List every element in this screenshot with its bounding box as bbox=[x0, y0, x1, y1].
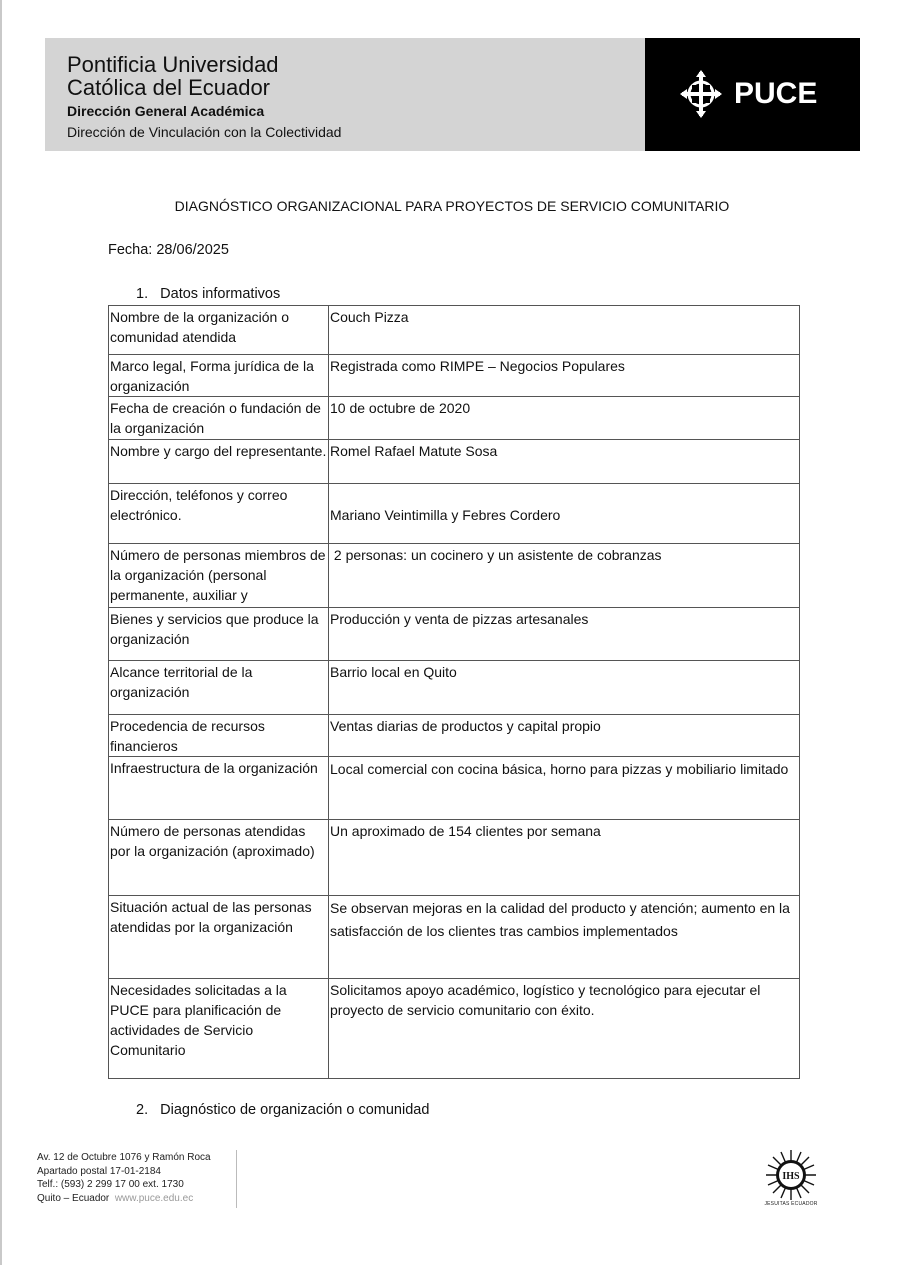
footer-phone: Telf.: (593) 2 299 17 00 ext. 1730 bbox=[37, 1179, 184, 1190]
row-value: Registrada como RIMPE – Negocios Populares bbox=[329, 355, 800, 397]
row-value: Barrio local en Quito bbox=[329, 661, 800, 715]
table-row bbox=[109, 979, 800, 1079]
row-label: Infraestructura de la organización bbox=[109, 757, 329, 820]
info-table bbox=[108, 305, 800, 1079]
row-label: Nombre de la organización o comunidad atendida bbox=[109, 306, 329, 355]
row-value: Mariano Veintimilla y Febres Cordero bbox=[330, 507, 561, 523]
row-value: Se observan mejoras en la calidad del producto y atención; aumento en la satisfacción de los clientes tras cambios implementados bbox=[329, 896, 800, 979]
puce-cross-logo-icon bbox=[680, 70, 722, 118]
row-label: Marco legal, Forma jurídica de la organización bbox=[109, 355, 329, 397]
row-label: Dirección, teléfonos y correo electrónico. bbox=[109, 484, 329, 544]
row-value: Local comercial con cocina básica, horno para pizzas y mobiliario limitado bbox=[329, 757, 800, 820]
table-row bbox=[109, 306, 800, 355]
table-row bbox=[109, 544, 800, 608]
row-value: Un aproximado de 154 clientes por semana bbox=[329, 820, 800, 896]
row-label: Situación actual de las personas atendidas por la organización bbox=[109, 896, 329, 979]
jesuit-seal-icon bbox=[764, 1148, 818, 1202]
row-label: Número de personas miembros de la organización (personal permanente, auxiliar y bbox=[109, 544, 329, 608]
row-value: Couch Pizza bbox=[329, 306, 800, 355]
section-heading-2: 2. Diagnóstico de organización o comunidad bbox=[136, 1102, 430, 1118]
table-row bbox=[109, 355, 800, 397]
table-row bbox=[109, 608, 800, 661]
row-value: 2 personas: un cocinero y un asistente de cobranzas bbox=[329, 544, 800, 608]
table-row bbox=[109, 820, 800, 896]
row-label: Bienes y servicios que produce la organización bbox=[109, 608, 329, 661]
document-title: DIAGNÓSTICO ORGANIZACIONAL PARA PROYECTOS DE SERVICIO COMUNITARIO bbox=[174, 198, 730, 214]
table-row bbox=[109, 440, 800, 484]
footer-address bbox=[37, 1151, 211, 1205]
puce-logo-text: PUCE bbox=[734, 77, 818, 110]
date-line: Fecha: 28/06/2025 bbox=[108, 242, 229, 258]
table-row bbox=[109, 397, 800, 440]
table-row bbox=[109, 896, 800, 979]
row-label: Necesidades solicitadas a la PUCE para planificación de actividades de Servicio Comunitario bbox=[109, 979, 329, 1079]
department-name: Dirección General Académica bbox=[67, 103, 265, 119]
row-value: 10 de octubre de 2020 bbox=[329, 397, 800, 440]
row-label: Fecha de creación o fundación de la organización bbox=[109, 397, 329, 440]
table-row bbox=[109, 757, 800, 820]
footer-city: Quito – Ecuador bbox=[37, 1192, 110, 1204]
row-value: Producción y venta de pizzas artesanales bbox=[329, 608, 800, 661]
subdepartment-name: Dirección de Vinculación con la Colectividad bbox=[67, 124, 342, 140]
row-value: Ventas diarias de productos y capital propio bbox=[329, 715, 800, 757]
table-row bbox=[109, 484, 800, 544]
row-label: Alcance territorial de la organización bbox=[109, 661, 329, 715]
row-label: Número de personas atendidas por la organización (aproximado) bbox=[109, 820, 329, 896]
row-value: Romel Rafael Matute Sosa bbox=[329, 440, 800, 484]
footer-divider bbox=[236, 1150, 237, 1208]
table-row bbox=[109, 715, 800, 757]
section-heading-1: 1. Datos informativos bbox=[136, 286, 281, 302]
row-label: Procedencia de recursos financieros bbox=[109, 715, 329, 757]
row-label: Nombre y cargo del representante. bbox=[109, 440, 329, 484]
footer-address-line: Av. 12 de Octubre 1076 y Ramón Roca bbox=[37, 1152, 211, 1163]
page-edge bbox=[0, 0, 2, 1265]
table-row bbox=[109, 661, 800, 715]
university-name: Pontificia Universidad Católica del Ecuador bbox=[67, 52, 279, 100]
svg-text:IHS: IHS bbox=[782, 1171, 800, 1182]
row-value: Solicitamos apoyo académico, logístico y tecnológico para ejecutar el proyecto de servicio comunitario con éxito. bbox=[329, 979, 800, 1079]
seal-caption: JESUITAS ECUADOR bbox=[764, 1201, 818, 1207]
footer-website-link[interactable]: www.puce.edu.ec bbox=[114, 1192, 194, 1204]
footer-po-box: Apartado postal 17-01-2184 bbox=[37, 1165, 161, 1177]
